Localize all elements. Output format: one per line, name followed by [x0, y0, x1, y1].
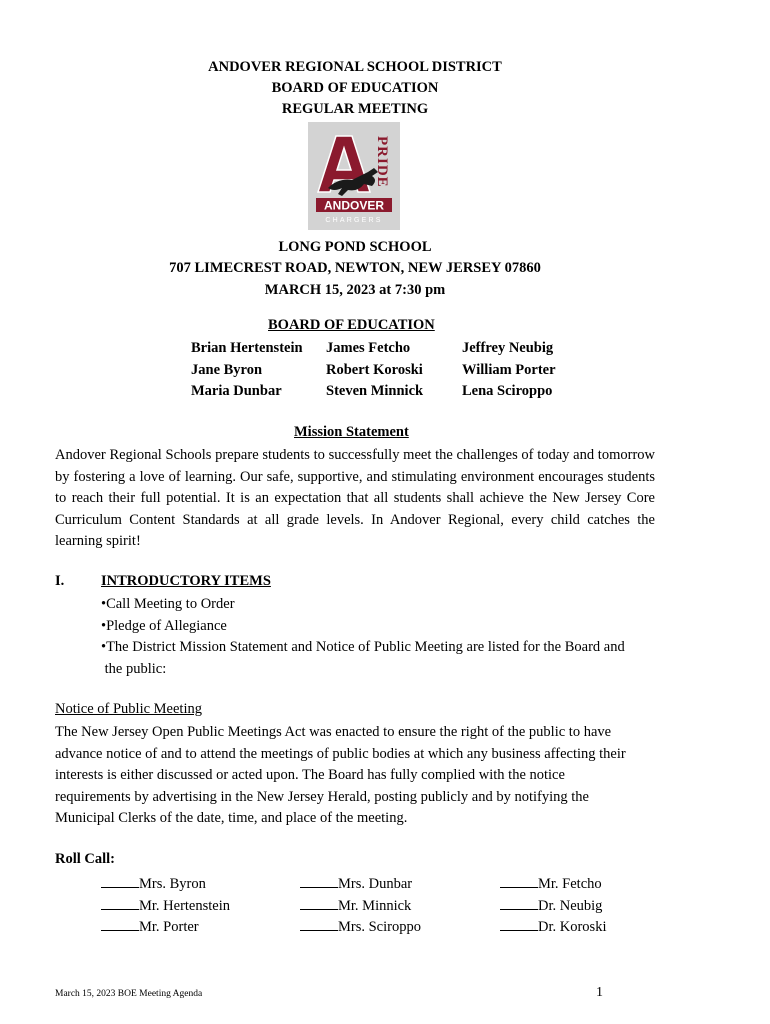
roll-call-col-1 — [101, 874, 230, 939]
roll-call-entry — [300, 917, 421, 939]
attendance-blank[interactable] — [300, 918, 338, 931]
meeting-type: REGULAR MEETING — [281, 101, 429, 117]
list-item: •Call Meeting to Order — [101, 596, 235, 612]
andover-pride-logo — [308, 122, 400, 230]
member-name: Mr. Fetcho — [538, 876, 602, 892]
member-name: Mr. Porter — [139, 919, 199, 935]
roll-call-title: Roll Call: — [55, 851, 116, 867]
board-member: Jane Byron — [191, 361, 263, 378]
list-item: •Pledge of Allegiance — [101, 617, 227, 634]
board-member: Jeffrey Neubig — [462, 340, 554, 356]
member-name: Mr. Hertenstein — [139, 897, 231, 914]
board-members-col-2 — [326, 338, 423, 403]
list-item: the public: — [101, 660, 167, 677]
board-members-col-1 — [191, 338, 303, 403]
attendance-blank[interactable] — [300, 875, 338, 888]
notice-line: The New Jersey Open Public Meetings Act was enacted to ensure the right of the public to have — [55, 724, 612, 740]
board-member: Steven Minnick — [326, 383, 424, 399]
roll-call-col-2 — [300, 874, 421, 939]
school-address: 707 LIMECREST ROAD, NEWTON, NEW JERSEY 07860 — [169, 260, 541, 276]
board-member: James Fetcho — [326, 340, 411, 356]
board-member: William Porter — [462, 361, 556, 378]
board-member: Maria Dunbar — [191, 383, 282, 399]
attendance-blank[interactable] — [500, 875, 538, 888]
notice-line: requirements by advertising in the New Jersey Herald, posting publicly and by notifying the — [55, 788, 589, 805]
school-name: LONG POND SCHOOL — [278, 239, 432, 255]
member-name: Mr. Minnick — [338, 897, 412, 914]
logo-pride-text: PRIDE — [374, 136, 390, 188]
member-name: Mrs. Sciroppo — [338, 919, 421, 935]
footer-document-title: March 15, 2023 BOE Meeting Agenda — [55, 989, 203, 999]
roll-call-entry — [101, 874, 230, 896]
district-title: ANDOVER REGIONAL SCHOOL DISTRICT — [208, 59, 502, 75]
board-member: Lena Sciroppo — [462, 383, 553, 399]
roll-call-entry — [500, 917, 606, 939]
roll-call-entry — [101, 896, 230, 918]
roll-call-entry — [500, 874, 606, 896]
notice-line: advance notice of and to attend the meetings of public bodies at which any business affecting their — [55, 745, 626, 762]
board-members-title: BOARD OF EDUCATION — [268, 317, 435, 333]
attendance-blank[interactable] — [101, 875, 139, 888]
section-title: INTRODUCTORY ITEMS — [101, 573, 271, 589]
mission-statement-text: Andover Regional Schools prepare students to successfully meet the challenges of today and tomorrow by fostering a love of learning. Our safe, supportive, and stimulating environment encourages students to reach their full potential. It is an expectation that all students shall achieve the New Jersey Core Curriculum Content Standards at all grade levels. In Andover Regional, every child catches the learning spirit! — [55, 447, 655, 549]
board-heading: BOARD OF EDUCATION — [271, 80, 439, 96]
roll-call-entry — [500, 896, 606, 918]
roll-call-entry — [300, 874, 421, 896]
attendance-blank[interactable] — [101, 918, 139, 931]
page-number: 1 — [596, 985, 603, 1000]
attendance-blank[interactable] — [300, 897, 338, 910]
attendance-blank[interactable] — [101, 897, 139, 910]
attendance-blank[interactable] — [500, 897, 538, 910]
list-item: •The District Mission Statement and Notice of Public Meeting are listed for the Board and — [101, 639, 625, 655]
notice-body — [55, 722, 675, 830]
meeting-datetime: MARCH 15, 2023 at 7:30 pm — [264, 282, 446, 298]
member-name: Mrs. Byron — [139, 876, 206, 892]
board-member: Robert Koroski — [326, 361, 423, 378]
board-member: Brian Hertenstein — [191, 340, 303, 356]
logo-andover-text: ANDOVER — [323, 198, 385, 213]
roll-call-entry — [101, 917, 230, 939]
logo-chargers-text: CHARGERS — [325, 217, 383, 224]
roll-call-col-3 — [500, 874, 606, 939]
mission-statement-title: Mission Statement — [294, 424, 409, 440]
attendance-blank[interactable] — [500, 918, 538, 931]
member-name: Dr. Neubig — [538, 897, 603, 914]
board-members-col-3 — [462, 338, 556, 403]
member-name: Dr. Koroski — [538, 919, 607, 935]
section-number: I. — [55, 573, 65, 589]
notice-line: interests is either discussed or acted upon. The Board has fully complied with the notice — [55, 767, 565, 783]
notice-title: Notice of Public Meeting — [55, 701, 202, 717]
roll-call-entry — [300, 896, 421, 918]
member-name: Mrs. Dunbar — [338, 876, 413, 892]
introductory-items-list — [101, 594, 661, 680]
notice-line: Municipal Clerks of the date, time, and place of the meeting. — [55, 810, 408, 826]
